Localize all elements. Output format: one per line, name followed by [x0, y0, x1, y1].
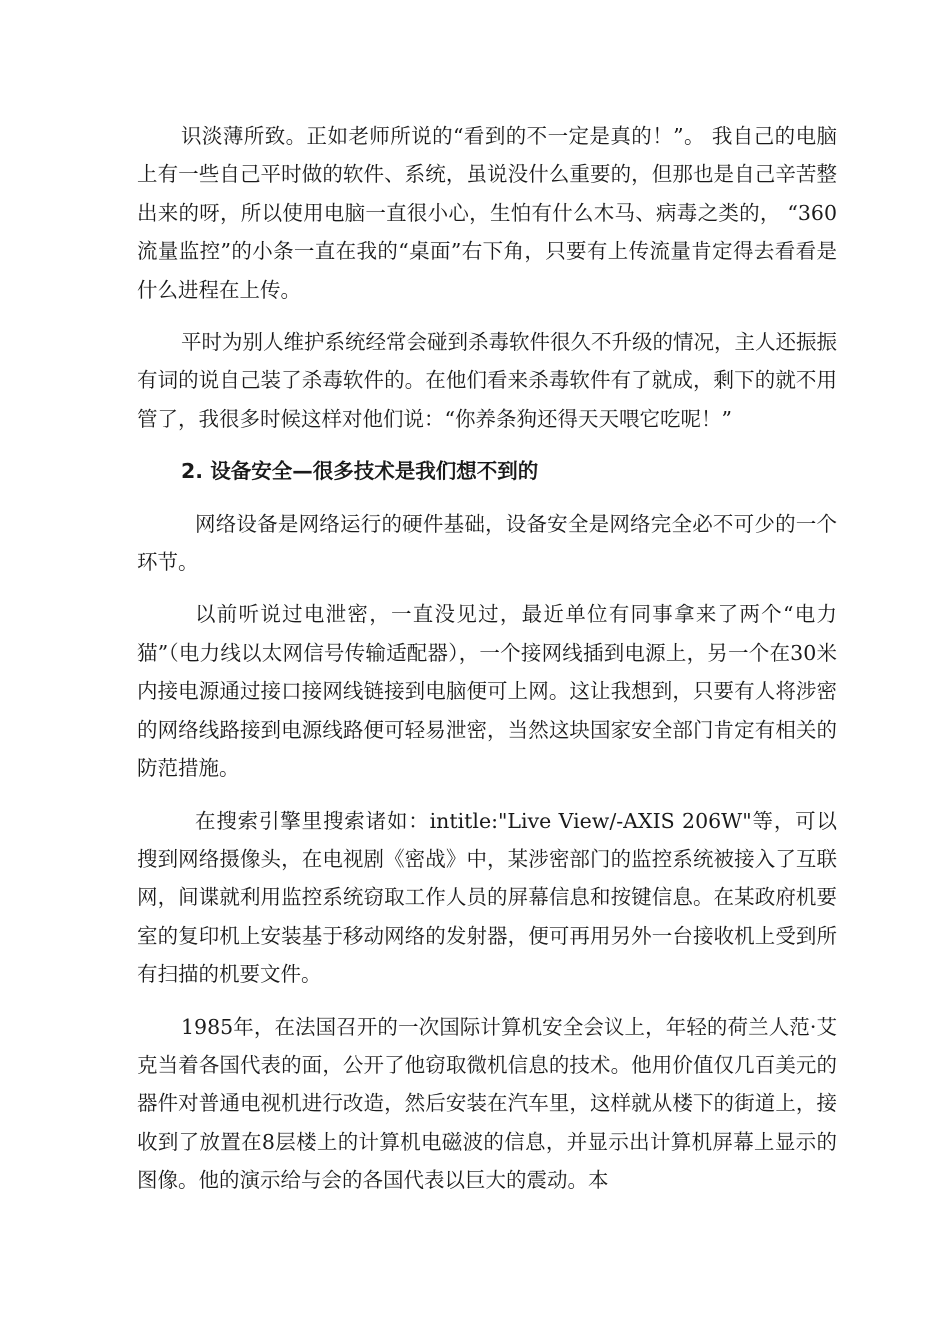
paragraph-webcam-search: 在搜索引擎里搜索诸如：intitle:"Live View/-AXIS 206W"等，可以搜到网络摄像头，在电视剧《密战》中，某涉密部门的监控系统被接入了互联网，间谍就利用监控系统窃取工作人员的屏幕信息和按键信息。在某政府机要室的复印机上安装基于移动网络的发射器，便可再用另外一台接收机上受到所有扫描的机要文件。: [137, 808, 837, 987]
paragraph-continued: 识淡薄所致。正如老师所说的“看到的不一定是真的！”。 我自己的电脑上有一些自己平时做的软件、系统，虽说没什么重要的，但那也是自己辛苦整出来的呀，所以使用电脑一直很小心，生怕有什么木马、病毒之类的， “360流量监控”的小条一直在我的“桌面”右下角，只要有上传流量肯定得去看看是什么进程在上传。: [137, 124, 837, 302]
paragraph-network-devices: 网络设备是网络运行的硬件基础，设备安全是网络完全必不可少的一个环节。: [137, 511, 837, 575]
paragraph-power-line-adapter: 以前听说过电泄密，一直没见过，最近单位有同事拿来了两个“电力猫”（电力线以太网信号传输适配器），一个接网线插到电源上，另一个在30米内接电源通过接口接网线链接到电脑便可上网。这让我想到，只要有人将涉密的网络线路接到电源线路便可轻易泄密，当然这块国家安全部门肯定有相关的防范措施。: [137, 602, 837, 781]
section-heading-device-security: 2. 设备安全—很多技术是我们想不到的: [181, 459, 539, 484]
document-body: [137, 117, 837, 1200]
paragraph-antivirus: 平时为别人维护系统经常会碰到杀毒软件很久不升级的情况，主人还振振有词的说自己装了杀毒软件的。在他们看来杀毒软件有了就成，剩下的就不用管了，我很多时候这样对他们说：“你养条狗还得天天喂它吃呢！”: [137, 330, 837, 431]
paragraph-van-eck: 1985年，在法国召开的一次国际计算机安全会议上，年轻的荷兰人范·艾克当着各国代表的面，公开了他窃取微机信息的技术。他用价值仅几百美元的器件对普通电视机进行改造，然后安装在汽车里，这样就从楼下的街道上，接收到了放置在8层楼上的计算机电磁波的信息，并显示出计算机屏幕上显示的图像。他的演示给与会的各国代表以巨大的震动。本: [137, 1014, 837, 1193]
